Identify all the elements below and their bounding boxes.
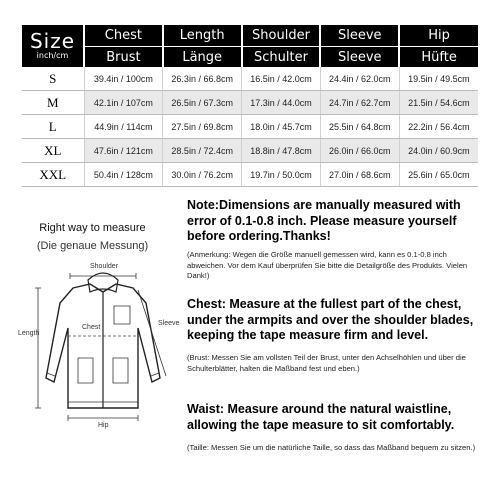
sleeve-cell: 27.0in / 68.6cm	[320, 163, 399, 187]
sleeve-cell: 24.4in / 62.0cm	[320, 67, 399, 91]
shoulder-cell: 16.5in / 42.0cm	[242, 67, 321, 91]
hip-cell: 25.6in / 65.0cm	[399, 163, 478, 187]
length-cell: 30.0in / 76.2cm	[163, 163, 242, 187]
header-row-de	[22, 47, 478, 68]
header-sleeve-de: Sleeve	[320, 47, 399, 68]
header-length: Length	[163, 25, 242, 47]
table-row	[22, 115, 478, 139]
label-shoulder: Shoulder	[90, 263, 119, 270]
header-schulter: Schulter	[242, 47, 321, 68]
waist-note-en: Waist: Measure around the natural waistline, allowing the tape measure to sit comfortably.	[187, 402, 455, 432]
header-chest: Chest	[84, 25, 163, 47]
chest-cell: 39.4in / 100cm	[84, 67, 163, 91]
sleeve-cell: 25.5in / 64.8cm	[320, 115, 399, 139]
length-cell: 26.3in / 66.8cm	[163, 67, 242, 91]
chest-cell: 47.6in / 121cm	[84, 139, 163, 163]
length-cell: 26.5in / 67.3cm	[163, 91, 242, 115]
label-hip: Hip	[98, 422, 109, 429]
header-laenge: Länge	[163, 47, 242, 68]
size-cell: XL	[22, 139, 84, 163]
hip-cell: 21.5in / 54.6cm	[399, 91, 478, 115]
note-de: (Anmerkung: Wegen die Größe manuell gemessen wird, kann es 0.1-0.8 inch abweichen. Vor dem Kauf überprüfen Sie bitte die Detailgröße des Produkts. Vielen Dank!)	[187, 250, 468, 280]
length-cell: 28.5in / 72.4cm	[163, 139, 242, 163]
size-cell: L	[22, 115, 84, 139]
header-huefte: Hüfte	[399, 47, 478, 68]
chest-cell: 42.1in / 107cm	[84, 91, 163, 115]
header-sleeve: Sleeve	[320, 25, 399, 47]
hip-cell: 19.5in / 49.5cm	[399, 67, 478, 91]
header-row-en	[22, 25, 478, 47]
size-chart-table	[22, 25, 478, 187]
size-cell: M	[22, 91, 84, 115]
measure-title-en: Right way to measure	[39, 222, 146, 234]
size-cell: XXL	[22, 163, 84, 187]
size-header-label: Size	[29, 29, 76, 53]
chest-cell: 44.9in / 114cm	[84, 115, 163, 139]
size-header-unit: inch/cm	[36, 51, 69, 60]
hip-cell: 24.0in / 60.9cm	[399, 139, 478, 163]
chest-note-de: (Brust: Messen Sie am vollsten Teil der Brust, unter den Achselhöhlen und über die Schulterblätter, halten die Maßband fest und eben.)	[187, 353, 466, 373]
shoulder-cell: 17.3in / 44.0cm	[242, 91, 321, 115]
table-row	[22, 67, 478, 91]
sleeve-cell: 24.7in / 62.7cm	[320, 91, 399, 115]
header-hip: Hip	[399, 25, 478, 47]
note-en: Note:Dimensions are manually measured with error of 0.1-0.8 inch. Please measure yourself before ordering.Thanks!	[187, 198, 461, 243]
size-header-cell	[22, 25, 84, 67]
waist-note-de: (Taille: Messen Sie um die natürliche Taille, so dass das Maßband bequem zu sitzen.)	[187, 443, 476, 452]
size-cell: S	[22, 67, 84, 91]
header-brust: Brust	[84, 47, 163, 68]
length-cell: 27.5in / 69.8cm	[163, 115, 242, 139]
sleeve-cell: 26.0in / 66.0cm	[320, 139, 399, 163]
table-row	[22, 91, 478, 115]
shoulder-cell: 18.0in / 45.7cm	[242, 115, 321, 139]
chest-cell: 50.4in / 128cm	[84, 163, 163, 187]
chest-note-en: Chest: Measure at the fullest part of the chest, under the armpits and over the shoulder blades, keeping the tape measure firm and level.	[187, 297, 474, 342]
shoulder-cell: 18.8in / 47.8cm	[242, 139, 321, 163]
header-shoulder: Shoulder	[242, 25, 321, 47]
measure-title-de: (Die genaue Messung)	[36, 240, 149, 252]
jacket-diagram	[18, 258, 188, 458]
label-chest: Chest	[82, 324, 101, 331]
hip-cell: 22.2in / 56.4cm	[399, 115, 478, 139]
label-length: Length	[18, 330, 40, 337]
label-sleeve: Sleeve	[158, 320, 180, 327]
table-row	[22, 139, 478, 163]
table-row	[22, 163, 478, 187]
shoulder-cell: 19.7in / 50.0cm	[242, 163, 321, 187]
